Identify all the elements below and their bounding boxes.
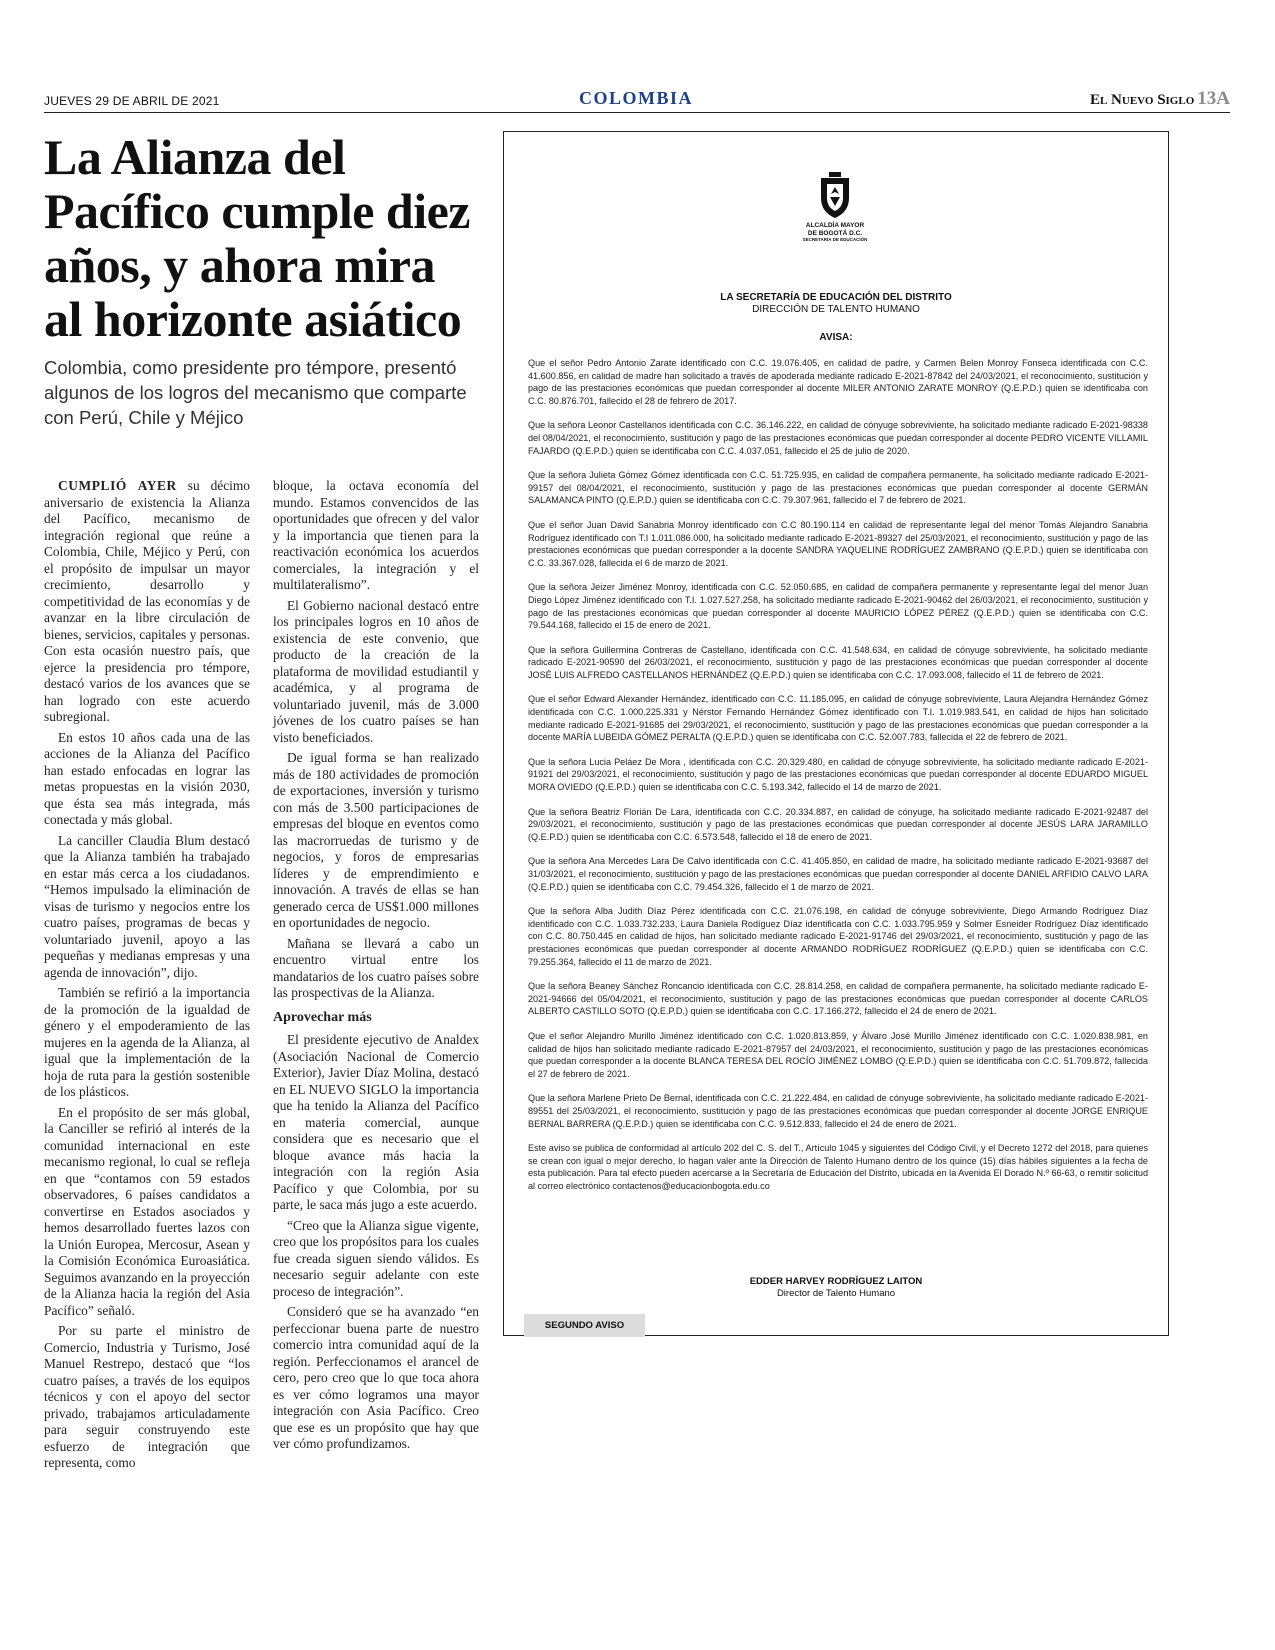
issue-date: JUEVES 29 DE ABRIL DE 2021	[44, 94, 220, 108]
notice-paragraph: Que la señora Lucia Peláez De Mora , identificada con C.C. 20.329.480, en calidad de cónyuge sobreviviente, ha solicitado mediante radicado E-2021-91921 del 29/03/2021, el reconocimiento, sustitución y pago de las prestaciones económicas que puedan corresponder al docente EDUARDO MIGUEL MORA OVIEDO (Q.E.P.D.) quien se identificaba con C.C. 5.193.342, fallecido el 14 de marzo de 2021.	[528, 756, 1148, 793]
notice-paragraph: Que la señora Marlene Prieto De Bernal, identificada con C.C. 21.222.484, en calidad de cónyuge sobreviviente, ha solicitado mediante radicado E-2021-89551 del 25/03/2021, el reconocimiento, sustitución y pago de las prestaciones económicas que puedan corresponder al docente JORGE ENRIQUE BERNAL BARRERA (Q.E.P.D.) quien se identificaba con C.C. 9.512.833, fallecido el 24 de enero de 2021.	[528, 1093, 1148, 1129]
article-paragraph: En el propósito de ser más global, la Canciller se refirió al interés de la comunidad internacional en este mecanismo regional, lo cual se refleja en que “contamos con 59 estados observadores, 6 países candidatos a convertirse en Estados asociados y hemos desarrollado fuertes lazos con la Unión Europea, Mercosur, Asean y la Comisión Económica Euroasiática. Seguimos avanzando en la proyección de la Alianza hacia la región del Asia Pacífico” señaló.	[44, 1104, 250, 1318]
page-header	[44, 88, 1230, 114]
bogota-seal	[794, 170, 876, 243]
coat-of-arms-icon	[815, 170, 855, 220]
masthead	[1090, 88, 1230, 110]
notice-paragraph: Que la señora Alba Judith Díaz Pérez identificada con C.C. 21.076.198, en calidad de cónyuge sobreviviente, Diego Armando Rodríguez Díaz identificado con C.C. 1.033.732.233, Laura Daniela Rodíguez Díaz identificada con C.C. 1.033.795.959 y Solmer Esneider Rodríguez Díaz identificado con C.C. 80.750.445 en calidad de hijos, han solicitado mediante radicado E-2021-91746 del 29/03/2021, el reconocimiento, sustitución y pago de las prestaciones económicas que puedan corresponder al docente ARMANDO RODRÍGUEZ RODRÍGUEZ (Q.E.P.D.) quien se identificaba con C.C. 79.255.364, fallecido el 11 de marzo de 2021.	[528, 906, 1148, 967]
signer-name: EDDER HARVEY RODRÍGUEZ LAITON	[749, 1276, 923, 1287]
notice-body	[528, 357, 1148, 1204]
notice-paragraph: Que la señora Jeizer Jiménez Monroy, identificada con C.C. 52.050.685, en calidad de compañera permanente y representante legal del menor Juan Diego López Jiménez identificado con T.I. 1.027.527.258, ha solicitado mediante radicado E-2021-90462 del 26/03/2021, el reconocimiento, sustitución y pago de las prestaciones económicas que puedan corresponder al docente MAURICIO LÓPEZ PÉREZ (Q.E.P.D.) quien se identificaba con C.C. 79.544.168, fallecido el 15 de enero de 2021.	[528, 582, 1148, 631]
article-paragraph: CUMPLIÓ AYER su décimo aniversario de existencia la Alianza del Pacífico, mecanismo de integración regional que reúne a Colombia, Chile, Méjico y Perú, con el propósito de impulsar un mayor crecimiento, desarrollo y competitividad de las economías y de avanzar en la libre circulación de bienes, servicios, capitales y personas. Con esta ocasión nuestro país, que ejerce la presidencia pro témpore, destacó varios de los avances que se han logrado con este acuerdo subregional.	[44, 478, 250, 724]
article-paragraph: bloque, la octava economía del mundo. Estamos convencidos de las oportunidades que ofrecen y del valor y la importancia que tienen para la reactivación económica los acuerdos comerciales, la integración y el multilateralismo”.	[273, 478, 479, 592]
article-paragraph: La canciller Claudia Blum destacó que la Alianza también ha trabajado en estar más cerca a los ciudadanos. “Hemos impulsado la eliminación de visas de turismo y negocios entre los cuatro países, programas de becas y voluntariado juvenil, apoyo a las pequeñas y medianas empresas y una agenda de innovación”, dijo.	[44, 832, 250, 980]
legal-notice-box	[503, 131, 1169, 1336]
notice-paragraph: Que el señor Pedro Antonio Zarate identificado con C.C. 19.076.405, en calidad de padre, y Carmen Belen Monroy Fonseca identificada con C.C. 41.600.856, en calidad de madre han solicitado a través de apoderada mediante radicado E-2021-87842 del 24/03/2021, el reconocimiento, sustitución y pago de las prestaciones económicas que puedan corresponder al docente MILER ANTONIO ZARATE MONROY (Q.E.P.D.) quien se identificaba con C.C. 80.876.701, fallecido el 28 de febrero de 2017.	[528, 358, 1148, 406]
article-column-1	[44, 478, 250, 1476]
article-paragraph: El presidente ejecutivo de Analdex (Asociación Nacional de Comercio Exterior), Javier Díaz Molina, destacó en EL NUEVO SIGLO la importancia que ha tenido la Alianza del Pacífico en materia comercial, aunque considera que es necesario que el bloque avance más hacia la integración con la región Asia Pacífico y que Colombia, por su parte, le saca más jugo a este acuerdo.	[273, 1032, 479, 1212]
notice-paragraph: Que el señor Juan David Sanabria Monroy identificado con C.C 80.190.114 en calidad de representante legal del menor Tomás Alejandro Sanabria Rodríguez identificado con T.I 1.011.086.000, ha solicitado mediante radicado E-2021-89327 del 25/03/2021, el reconocimiento, sustitución y pago de las prestaciones económicas que puedan corresponder a la docente SANDRA YAQUELINE RODRÍGUEZ ZAMBRANO (Q.E.P.D.) quien se identificaba con C.C. 33.367.028, fallecida el 6 de marzo de 2021.	[528, 519, 1148, 568]
article-headline: La Alianza del Pacífico cumple diez años, y ahora mira al horizonte asiático	[44, 129, 470, 347]
article-column-2	[273, 478, 479, 1457]
article-paragraph: En estos 10 años cada una de las acciones de la Alianza del Pacífico han estado enfocadas en lograr las metas propuestas en la visión 2030, que ésta sea más integrada, más conectada y más global.	[44, 729, 250, 827]
notice-paragraph: Que la señora Julieta Gómez Gómez identificada con C.C. 51.725.935, en calidad de compañera permanente, ha solicitado mediante radicado E-2021-99157 del 08/04/2021, el reconocimiento, sustitución y pago de las prestaciones económicas que puedan corresponder al docente GERMÁN SALAMANCA PINTO (Q.E.P.D.) quien se identificaba con C.C. 79.307.961, fallecido el 7 de febrero de 2021.	[528, 470, 1148, 506]
notice-title: AVISA:	[819, 332, 853, 343]
seal-label: ALCALDÍA MAYOR DE BOGOTÁ D.C. SECRETARÍA DE EDUCACIÓN	[802, 222, 868, 242]
section-name: COLOMBIA	[579, 88, 694, 108]
article-paragraph: Por su parte el ministro de Comercio, Industria y Turismo, José Manuel Restrepo, destacó que “los cuatro países, a través de los equipos técnicos y con el apoyo del sector privado, trabajamos articuladamente para seguir construyendo este esfuerzo de integración que representa, como	[44, 1323, 250, 1470]
second-notice-badge: SEGUNDO AVISO	[524, 1314, 645, 1337]
notice-paragraph: Que la señora Beatriz Florián De Lara, identificada con C.C. 20.334.887, en calidad de cónyuge, ha solicitado mediante radicado E-2021-92487 del 29/03/2021, el reconocimiento, sustitución y pago de las prestaciones económicas que puedan corresponder al docente JESÚS LARA JARAMILLO (Q.E.P.D.) quien se identificaba con C.C. 6.573.548, fallecido el 18 de enero de 2021.	[528, 806, 1148, 842]
notice-closing: Este aviso se publica de conformidad al artículo 202 del C. S. del T., Artículo 1045 y siguientes del Código Civil, y el Decreto 1272 del 2018, para quienes se crean con igual o mejor derecho, lo hagan valer ante la Dirección de Talento Humano dentro de los quince (15) días hábiles siguientes a la fecha de esta publicación. Para tal efecto pueden acercarse a la Secretaría de Educación del Distrito, ubicada en la Avenida El Dorado N.º 66-63, o remitir solicitud al correo electrónico contactenos@educacionbogota.edu.co	[528, 1143, 1148, 1191]
article-paragraph: Consideró que se ha avanzado “en perfeccionar buena parte de nuestro comercio intra comunidad aquí de la región. Perfeccionamos el arancel de cero, pero creo que lo que toca ahora es ver cómo logramos una mayor integración con Asia Pacífico. Creo que ese es un propósito que hay que ver cómo profundizamos.	[273, 1304, 479, 1451]
newspaper-name: El Nuevo Siglo	[1089, 92, 1195, 108]
article-subhead: Colombia, como presidente pro témpore, presentó algunos de los logros del mecanismo que comparte con Perú, Chile y Méjico	[44, 357, 467, 428]
notice-paragraph: Que el señor Edward Alexander Hernández, identificado con C.C. 11.185.095, en calidad de cónyuge sobreviviente, Laura Alejandra Hernández Gómez identificada con C.C. 1.000.225.331 y Nérstor Fernando Hernández Gómez identificado con T.I. 1.019.983.541, en calidad de hijos han solicitado mediante radicado E-2021-91685 del 29/03/2021, el reconocimiento, sustitución y pago de las prestaciones económicas que puedan corresponder a la docente MARÍA LUBEIDA GÓMEZ PERALTA (Q.E.P.D.) quien se identificaba con C.C. 52.007.783, fallecida el 22 de febrero de 2021.	[528, 694, 1148, 743]
signer-title: Director de Talento Humano	[776, 1288, 896, 1299]
notice-signature	[504, 1276, 1168, 1300]
section-subtitle: Aprovechar más	[273, 1009, 372, 1025]
notice-paragraph: Que el señor Alejandro Murillo Jiménez identificado con C.C. 1.020.813.859, y Álvaro José Murillo Jiménez identificado con C.C. 1.020.838.981, en calidad de hijos han solicitado mediante radicado E-2021-87957 del 24/03/2021, el reconocimiento, sustitución y pago de las prestaciones económicas que puedan corresponder a la docente BLANCA TERESA DEL ROCÍO JIMÉNEZ LOMBO (Q.E.P.D.) quien se identificaba con C.C. 51.709.872, fallecida el 27 de febrero de 2021.	[528, 1030, 1148, 1079]
page-number: 13A	[1197, 88, 1230, 109]
notice-paragraph: Que la señora Guillermina Contreras de Castellano, identificada con C.C. 41.548.634, en calidad de cónyuge sobreviviente, ha solicitado mediante radicado E-2021-90590 del 26/03/2021, el reconocimiento, sustitución y pago de las prestaciones económicas que puedan corresponder al docente JOSÉ LUIS ALFREDO CASTELLANOS HERNÁNDEZ (Q.E.P.D.) quien se identificaba con C.C. 17.093.008, fallecido el 11 de febrero de 2021.	[528, 644, 1148, 680]
notice-paragraph: Que la señora Leonor Castellanos identificada con C.C. 36.146.222, en calidad de cónyuge sobreviviente, ha solicitado mediante radicado E-2021-98338 del 08/04/2021, el reconocimiento, sustitución y pago de las prestaciones económicas que puedan corresponder al docente PEDRO VICENTE VILLAMIL FAJARDO (Q.E.P.D.) quien se identificaba con C.C. 4.037.051, fallecido el 25 de julio de 2020.	[528, 420, 1148, 456]
lead-in: CUMPLIÓ AYER	[58, 478, 177, 493]
article-paragraph: También se refirió a la importancia de la promoción de la igualdad de género y el empoderamiento de las mujeres en la agenda de la Alianza, al igual que la implementación de la hoja de ruta para la gestión sostenible de los plásticos.	[44, 985, 250, 1099]
notice-paragraph: Que la señora Beaney Sánchez Roncancio identificada con C.C. 28.814.258, en calidad de compañera permanente, ha solicitado mediante radicado E-2021-94666 del 05/04/2021, el reconocimiento, sustitución y pago de las prestaciones económicas que puedan corresponder al docente CARLOS ALBERTO CASTILLO SOTO (Q.E.P.D.) quien se identificaba con C.C. 17.166.272, fallecido el 24 de enero de 2021.	[528, 981, 1148, 1017]
notice-issuer: LA SECRETARÍA DE EDUCACIÓN DEL DISTRITO DIRECCIÓN DE TALENTO HUMANO	[720, 292, 952, 315]
article-paragraph: El Gobierno nacional destacó entre los principales logros en 10 años de existencia de este convenio, que producto de la creación de la plataforma de movilidad estudiantil y académica, y al programa de voluntariado juvenil, más de 3.000 jóvenes de los cuatro países se han visto beneficiados.	[273, 597, 479, 745]
article-paragraph: Mañana se llevará a cabo un encuentro virtual entre los mandatarios de los cuatro países sobre las prospectivas de la Alianza.	[273, 935, 479, 1000]
notice-paragraph: Que la señora Ana Mercedes Lara De Calvo identificada con C.C. 41.405.850, en calidad de madre, ha solicitado mediante radicado E-2021-93687 del 31/03/2021, el reconocimiento, sustitución y pago de las prestaciones económicas que puedan corresponder al docente DANIEL ARFIDIO CALVO LARA (Q.E.P.D.) quien se identificaba con C.C. 79.454.326, fallecido el 1 de marzo de 2021.	[528, 856, 1148, 892]
article-paragraph: “Creo que la Alianza sigue vigente, creo que los propósitos para los cuales fue creada siguen siendo válidos. Es necesario seguir adelante con este proceso de integración”.	[273, 1217, 480, 1299]
article-paragraph: De igual forma se han realizado más de 180 actividades de promoción de exportaciones, inversión y turismo con más de 3.500 participaciones de empresas del bloque en eventos como las macrorruedas de turismo y de negocios, y foros de empresarias líderes y de emprendimiento e innovación. A través de ellas se han generado cerca de US$1.000 millones en oportunidades de negocio.	[273, 750, 479, 930]
header-divider	[44, 112, 1230, 113]
